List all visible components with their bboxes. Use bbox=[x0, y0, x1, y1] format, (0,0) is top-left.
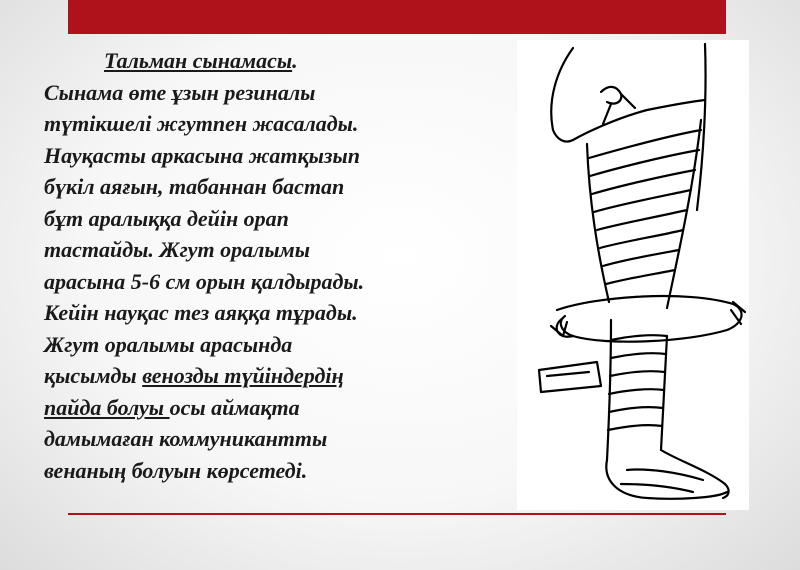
text-line: Жгут оралымы арасында bbox=[44, 331, 293, 357]
text-line: Сынама өте ұзын резиналы bbox=[44, 79, 316, 105]
bandaged-leg-illustration bbox=[517, 40, 749, 510]
bandaged-leg-icon bbox=[517, 40, 749, 510]
text-line: дамымаған коммуникантты bbox=[44, 426, 328, 451]
slide-text bbox=[44, 45, 514, 486]
text-line: Кейін науқас тез аяққа тұрады. bbox=[44, 300, 358, 325]
text-line: арасына 5-6 см орын қалдырады. bbox=[44, 268, 365, 294]
text-fragment: осы аймақта bbox=[169, 394, 300, 420]
text-line bbox=[44, 360, 514, 392]
text-line: бүкіл аяғын, табаннан бастап bbox=[44, 174, 345, 199]
text-line: венаның болуын көрсетеді. bbox=[44, 457, 308, 483]
bottom-accent-line bbox=[68, 513, 726, 515]
underlined-term: пайда болуы bbox=[44, 394, 170, 420]
slide-title: Тальман сынамасы bbox=[104, 48, 293, 73]
text-line: тастайды. Жгут оралымы bbox=[44, 237, 310, 262]
slide-title-line bbox=[44, 45, 514, 77]
text-line bbox=[44, 392, 514, 424]
text-line: Науқасты аркасына жатқызып bbox=[44, 142, 360, 168]
text-fragment: қысымды bbox=[44, 363, 143, 388]
top-accent-bar bbox=[68, 0, 726, 34]
title-period: . bbox=[292, 48, 298, 73]
underlined-term: венозды түйіндердің bbox=[142, 363, 344, 388]
text-line: түтікшелі жгутпен жасалады. bbox=[44, 111, 359, 136]
text-line: бұт аралыққа дейін орап bbox=[44, 205, 289, 231]
